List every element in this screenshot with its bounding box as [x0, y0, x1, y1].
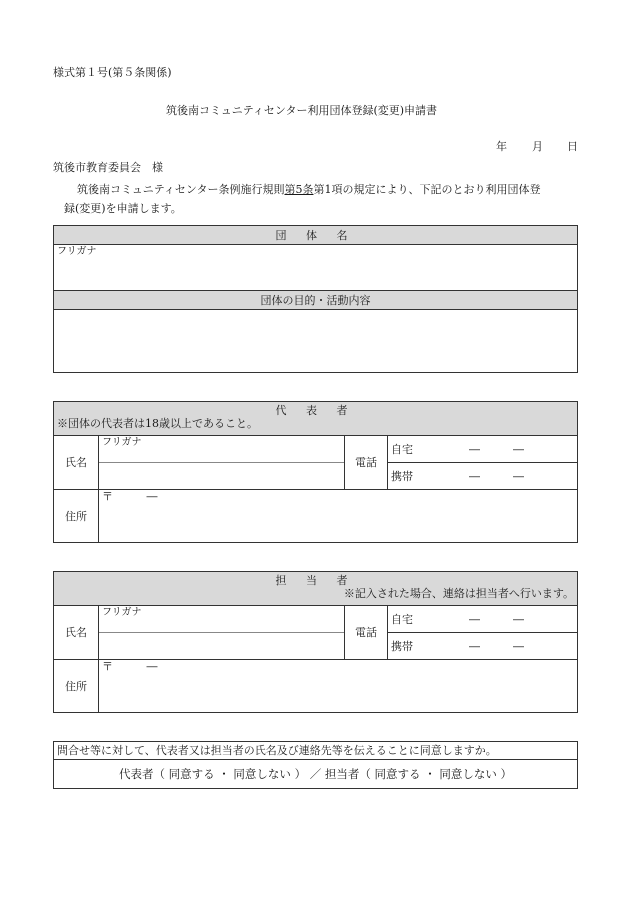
rep-phone-label: 電話: [345, 436, 388, 490]
intro-line-1: [77, 183, 540, 197]
group-furigana-label: フリガナ: [57, 246, 97, 257]
dash: ―: [513, 612, 524, 626]
contact-name-label: 氏名: [54, 606, 99, 660]
representative-header: 代 表 者 ※団体の代表者は18歳以上であること。: [54, 402, 578, 436]
contact-furigana-label: フリガナ: [102, 607, 142, 618]
rep-home-label: 自宅: [391, 442, 413, 456]
consent-answer-choices[interactable]: 代表者（ 同意する ・ 同意しない ） ／ 担当者（ 同意する ・ 同意しない ）: [54, 760, 578, 789]
date-month: 月: [532, 140, 543, 153]
rule-article-link[interactable]: 第5条: [284, 183, 314, 196]
group-purpose-header: 団体の目的・活動内容: [54, 291, 578, 310]
intro-text-pre: 筑後南コミュニティセンター条例施行規則: [77, 183, 285, 196]
group-table: [53, 225, 578, 373]
contact-postal-mark: 〒: [102, 660, 113, 673]
addressee: 筑後市教育委員会 様: [53, 161, 163, 174]
intro-text-post: 第1項の規定により、下記のとおり利用団体登: [313, 183, 541, 196]
rep-home-phone[interactable]: [388, 436, 578, 463]
rep-mobile-label: 携帯: [391, 469, 413, 483]
rep-name-label: 氏名: [54, 436, 99, 490]
dash: ―: [469, 469, 480, 483]
contact-note: ※記入された場合、連絡は担当者へ行います。: [343, 587, 574, 600]
consent-table: [53, 741, 578, 789]
dash: ―: [513, 469, 524, 483]
contact-header: 担 当 者 ※記入された場合、連絡は担当者へ行います。: [54, 572, 578, 606]
contact-address-field[interactable]: [99, 660, 578, 713]
date-year: 年: [496, 140, 507, 153]
contact-home-label: 自宅: [391, 612, 413, 626]
group-name-field[interactable]: [54, 245, 578, 291]
contact-mobile-label: 携帯: [391, 639, 413, 653]
dash: ―: [469, 639, 480, 653]
contact-name-field[interactable]: [99, 606, 345, 660]
contact-phone-label: 電話: [345, 606, 388, 660]
rep-address-label: 住所: [54, 490, 99, 543]
contact-address-label: 住所: [54, 660, 99, 713]
rep-name-field[interactable]: [99, 436, 345, 490]
dash: ―: [469, 612, 480, 626]
rep-address-field[interactable]: [99, 490, 578, 543]
group-purpose-field[interactable]: [54, 310, 578, 373]
rep-postal-mark: 〒: [102, 490, 113, 503]
rep-furigana-label: フリガナ: [102, 437, 142, 448]
form-title: 筑後南コミュニティセンター利用団体登録(変更)申請書: [166, 104, 438, 117]
contact-mobile-phone[interactable]: [388, 633, 578, 660]
representative-table: [53, 401, 578, 543]
form-number: 様式第１号(第５条関係): [53, 66, 172, 79]
dash: ―: [513, 639, 524, 653]
dash: ―: [513, 442, 524, 456]
dash: ―: [146, 490, 158, 503]
contact-home-phone[interactable]: [388, 606, 578, 633]
rep-mobile-phone[interactable]: [388, 463, 578, 490]
dash: ―: [469, 442, 480, 456]
dash: ―: [146, 660, 158, 673]
contact-table: [53, 571, 578, 713]
representative-note: ※団体の代表者は18歳以上であること。: [57, 417, 258, 430]
group-name-header: 団 体 名: [54, 226, 578, 245]
intro-line-2: 録(変更)を申請します。: [64, 202, 182, 215]
date-day: 日: [567, 140, 578, 153]
consent-question: 問合せ等に対して、代表者又は担当者の氏名及び連絡先等を伝えることに同意しますか。: [54, 742, 578, 760]
